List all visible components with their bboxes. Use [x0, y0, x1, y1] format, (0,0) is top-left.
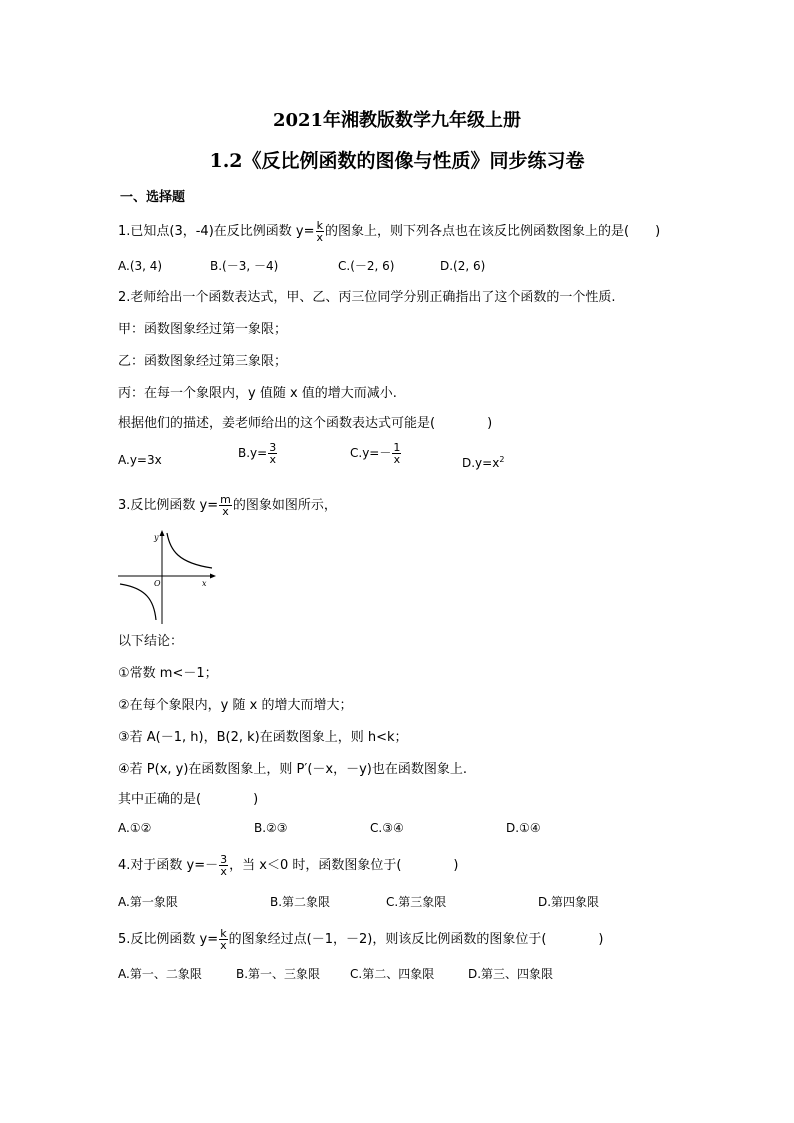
hyperbola-graph: [118, 528, 218, 624]
y-axis-label: y: [154, 533, 159, 542]
q5-option-d: D.第三、四象限: [468, 967, 554, 981]
hyperbola-branch-q3: [120, 584, 156, 620]
q3-option-b: B.②③: [254, 821, 288, 835]
question-2-stem: 2.老师给出一个函数表达式，甲、乙、丙三位同学分别正确指出了这个函数的一个性质.: [118, 290, 616, 305]
q1-option-c: C.(－2, 6): [338, 259, 395, 273]
q3-conclusion-3: ③若 A(－1, h)，B(2, k)在函数图象上，则 h<k；: [118, 730, 408, 745]
q1-option-d: D.(2, 6): [440, 259, 486, 273]
q2-option-d: $D.y=x^2$: [462, 455, 505, 470]
x-axis-arrow: [210, 574, 216, 579]
q2-question: 根据他们的描述，姜老师给出的这个函数表达式可能是( ): [118, 416, 493, 431]
question-1-stem: 1.已知点(3，-4)在反比例函数 y= $\frac{k}{x}$ 的图象上，则下列各点也在该反比例函数图象上的是( ): [118, 219, 661, 244]
y-axis-arrow: [160, 530, 165, 536]
fraction: $\frac{3}{x}$: [269, 441, 277, 466]
x-axis-label: x: [202, 579, 207, 588]
q5-option-a: A.第一、二象限: [118, 967, 202, 981]
q2-statement-bing: 丙：在每一个象限内，y 值随 x 值的增大而减小.: [118, 386, 397, 401]
q3-option-d: D.①④: [506, 821, 541, 835]
fraction: $\frac{k}{x}$: [316, 219, 324, 244]
q2-option-a: A.y=3x: [118, 453, 162, 467]
q2-statement-jia: 甲：函数图象经过第一象限；: [118, 322, 288, 337]
q4-option-c: C.第三象限: [386, 895, 447, 909]
q3-option-c: C.③④: [370, 821, 404, 835]
q3-conclusion-1: ①常数 m<－1；: [118, 666, 218, 681]
page-subtitle: 1.2《反比例函数的图像与性质》同步练习卷: [209, 150, 585, 172]
q4-option-a: A.第一象限: [118, 895, 178, 909]
origin-label: O: [154, 579, 161, 588]
q3-lead: 以下结论：: [118, 634, 184, 649]
fraction: $\frac{m}{x}$: [220, 493, 231, 518]
q4-option-d: D.第四象限: [538, 895, 600, 909]
q5-option-c: C.第二、四象限: [350, 967, 435, 981]
fraction: $\frac{3}{x}$: [220, 853, 228, 878]
q3-question: 其中正确的是( ): [118, 792, 259, 807]
q3-conclusion-4: ④若 P(x, y)在函数图象上，则 P′(－x，－y)也在函数图象上.: [118, 762, 468, 777]
q3-conclusion-2: ②在每个象限内，y 随 x 的增大而增大；: [118, 698, 353, 713]
q1-option-b: B.(－3, －4): [210, 259, 279, 273]
q2-statement-yi: 乙：函数图象经过第三象限；: [118, 354, 288, 369]
hyperbola-branch-q1: [167, 533, 212, 568]
q5-option-b: B.第一、三象限: [236, 967, 321, 981]
q1-option-a: A.(3, 4): [118, 259, 163, 273]
q2-option-c: C.y=－ $\frac{1}{x}$: [350, 441, 401, 466]
page-title: 2021年湘教版数学九年级上册: [272, 110, 522, 131]
section-heading: 一、选择题: [120, 190, 186, 205]
question-3-stem: 3.反比例函数 y= $\frac{m}{x}$ 的图象如图所示，: [118, 493, 337, 518]
question-5-stem: 5.反比例函数 y= $\frac{k}{x}$ 的图象经过点(－1，－2)，则该反比例函数的图象位于( ): [118, 927, 604, 952]
q4-option-b: B.第二象限: [270, 895, 331, 909]
q3-option-a: A.①②: [118, 821, 152, 835]
q2-option-b: B.y= $\frac{3}{x}$: [238, 441, 277, 466]
fraction: $\frac{1}{x}$: [393, 441, 401, 466]
question-4-stem: 4.对于函数 y=－ $\frac{3}{x}$ ，当 x＜0 时，函数图象位于( ): [118, 853, 459, 878]
fraction: $\frac{k}{x}$: [220, 927, 227, 952]
